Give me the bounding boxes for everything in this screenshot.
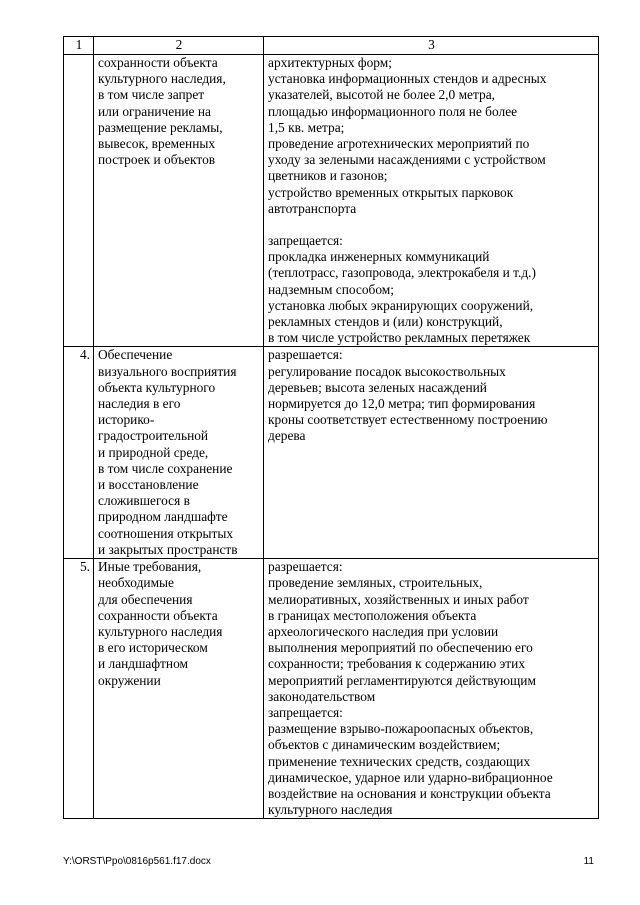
text-line: размещение рекламы, bbox=[98, 119, 223, 135]
text-line: объектов с динамическим воздействием; bbox=[268, 737, 501, 753]
text-line: и восстановление bbox=[98, 477, 199, 493]
table-row-4 bbox=[64, 347, 599, 559]
text-line: наследия в его bbox=[98, 396, 181, 412]
text-line: кроны соответствует естественному построению bbox=[268, 412, 548, 428]
text-line: нормируется до 12,0 метра; тип формирования bbox=[268, 396, 536, 412]
text-line: культурного наследия bbox=[98, 623, 223, 639]
text-line: сложившегося в bbox=[98, 493, 190, 509]
text-line: рекламных стендов и (или) конструкций, bbox=[268, 314, 503, 330]
row-number: 5. bbox=[64, 559, 94, 819]
text-line: мелиоративных, хозяйственных и иных работ bbox=[268, 591, 529, 607]
text-line: в том числе запрет bbox=[98, 87, 205, 103]
text-line: деревьев; высота зеленых насаждений bbox=[268, 379, 487, 395]
text-line: сохранности; требования к содержанию этих bbox=[268, 656, 526, 672]
text-line: 1,5 кв. метра; bbox=[268, 119, 345, 135]
text-line: в том числе устройство рекламных перетяжек bbox=[268, 330, 531, 346]
footer-file-path: Y:\ORST\Ppo\0816p561.f17.docx bbox=[63, 856, 211, 867]
text-line: окружении bbox=[98, 672, 161, 688]
requirement-name-cell bbox=[94, 347, 264, 559]
text-line: установка любых экранирующих сооружений, bbox=[268, 297, 534, 313]
text-line: градостроительной bbox=[98, 428, 209, 444]
text-line: или ограничение на bbox=[98, 103, 211, 119]
text-line: и закрытых пространств bbox=[98, 541, 238, 557]
text-line: надземным способом; bbox=[268, 281, 395, 297]
text-line: размещение взрыво-пожароопасных объектов, bbox=[268, 721, 534, 737]
text-line: в его историческом bbox=[98, 640, 208, 656]
row-number bbox=[64, 55, 94, 347]
text-line: историко- bbox=[98, 412, 155, 428]
text-line: регулирование посадок высокоствольных bbox=[268, 363, 506, 379]
text-line: дерева bbox=[268, 428, 306, 444]
requirement-name-cell bbox=[94, 55, 264, 347]
text-line: уходу за зелеными насаждениями с устройством bbox=[268, 152, 546, 168]
text-line: законодательством bbox=[268, 688, 376, 704]
text-line: цветников и газонов; bbox=[268, 168, 388, 184]
regulation-cell bbox=[264, 559, 599, 819]
text-line: культурного наследия, bbox=[98, 71, 226, 87]
text-line: архитектурных форм; bbox=[268, 55, 392, 70]
text-line: и ландшафтном bbox=[98, 656, 188, 672]
requirements-table bbox=[63, 36, 599, 819]
text-line: проведение земляных, строительных, bbox=[268, 575, 483, 591]
regulation-cell bbox=[264, 347, 599, 559]
text-line: (теплотрасс, газопровода, электрокабеля и т.д.) bbox=[268, 265, 536, 281]
text-line: запрещается: bbox=[268, 704, 343, 720]
text-line: указателей, высотой не более 2,0 метра, bbox=[268, 87, 495, 103]
text-line: построек и объектов bbox=[98, 152, 216, 168]
text-line: визуального восприятия bbox=[98, 363, 237, 379]
text-line: площадью информационного поля не более bbox=[268, 103, 518, 119]
text-line: Иные требования, bbox=[98, 559, 202, 575]
regulation-cell bbox=[264, 55, 599, 347]
text-line: и природной среде, bbox=[98, 444, 209, 460]
text-line: запрещается: bbox=[268, 233, 343, 249]
text-line: динамическое, ударное или ударно-вибрационное bbox=[268, 769, 553, 785]
header-cell-1: 1 bbox=[64, 37, 94, 55]
footer-page-number: 11 bbox=[583, 856, 594, 867]
text-line: применение технических средств, создающих bbox=[268, 753, 531, 769]
text-line: разрешается: bbox=[268, 347, 343, 363]
text-line: мероприятий регламентируются действующим bbox=[268, 672, 536, 688]
text-line: сохранности объекта bbox=[98, 55, 218, 70]
text-line: объекта культурного bbox=[98, 379, 216, 395]
text-line: культурного наследия bbox=[268, 802, 393, 818]
text-line: установка информационных стендов и адресных bbox=[268, 71, 547, 87]
header-cell-2: 2 bbox=[94, 37, 264, 55]
table-row-continuation bbox=[64, 55, 599, 347]
paragraph-gap bbox=[268, 217, 595, 233]
text-line: вывесок, временных bbox=[98, 136, 216, 152]
text-line: разрешается: bbox=[268, 559, 343, 575]
text-line: необходимые bbox=[98, 575, 174, 591]
text-line: природном ландшафте bbox=[98, 509, 228, 525]
text-line: прокладка инженерных коммуникаций bbox=[268, 249, 490, 265]
requirement-name-cell bbox=[94, 559, 264, 819]
text-line: выполнения мероприятий по обеспечению его bbox=[268, 640, 533, 656]
text-line: устройство временных открытых парковок bbox=[268, 184, 514, 200]
row-number: 4. bbox=[64, 347, 94, 559]
text-line: в границах местоположения объекта bbox=[268, 607, 477, 623]
text-line: воздействие на основания и конструкции объекта bbox=[268, 785, 551, 801]
text-line: археологического наследия при условии bbox=[268, 623, 499, 639]
text-line: проведение агротехнических мероприятий по bbox=[268, 136, 530, 152]
text-line: соотношения открытых bbox=[98, 525, 234, 541]
text-line: автотранспорта bbox=[268, 200, 357, 216]
table-header-row bbox=[64, 37, 599, 55]
table-row-5 bbox=[64, 559, 599, 819]
text-line: Обеспечение bbox=[98, 347, 173, 363]
text-line: в том числе сохранение bbox=[98, 460, 233, 476]
text-line: сохранности объекта bbox=[98, 607, 218, 623]
text-line: для обеспечения bbox=[98, 591, 193, 607]
header-cell-3: 3 bbox=[264, 37, 599, 55]
